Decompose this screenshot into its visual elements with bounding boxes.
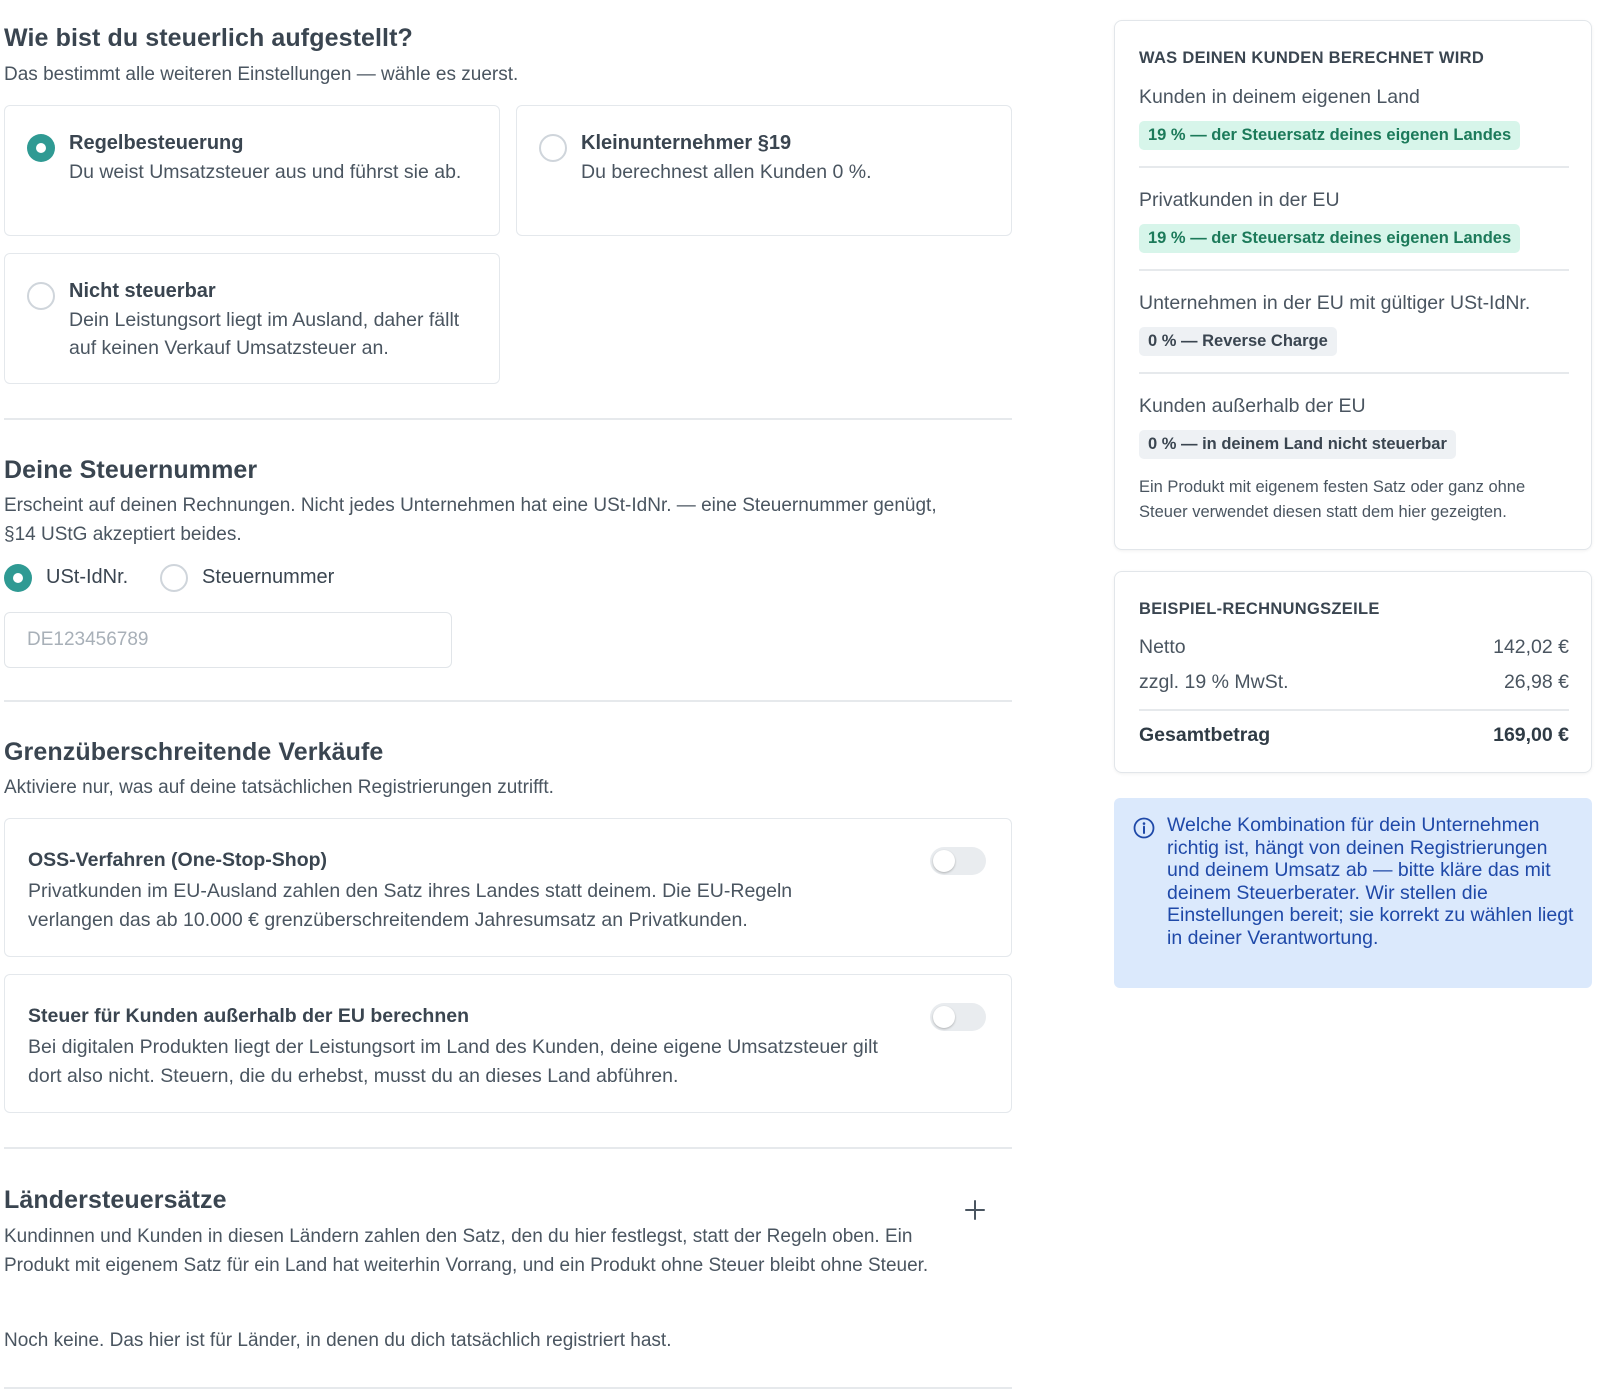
rule-label: Privatkunden in der EU	[1139, 189, 1340, 211]
radio-unselected[interactable]	[160, 564, 188, 592]
radio-label: Steuernummer	[202, 566, 335, 588]
rule-label: Kunden in deinem eigenen Land	[1139, 86, 1420, 108]
country-rates-empty: Noch keine. Das hier ist für Länder, in denen du dich tatsächlich registriert hast.	[4, 1330, 672, 1351]
cross-border-title: Grenzüberschreitende Verkäufe	[4, 738, 384, 766]
rule-label: Unternehmen in der EU mit gültiger USt-IdNr.	[1139, 292, 1531, 314]
oss-toggle[interactable]	[930, 847, 986, 875]
tax-number-title: Deine Steuernummer	[4, 456, 258, 484]
option-description: Du berechnest allen Kunden 0 %.	[581, 161, 872, 183]
option-title: Kleinunternehmer §19	[581, 132, 792, 154]
tax-number-type-steuernummer[interactable]	[160, 564, 360, 592]
tax-setup-subtitle: Das bestimmt alle weiteren Einstellungen — wähle es zuerst.	[4, 64, 519, 85]
option-title: Regelbesteuerung	[69, 132, 244, 154]
info-box	[1114, 798, 1592, 988]
radio-selected[interactable]	[27, 134, 55, 162]
toggle-description: Bei digitalen Produkten liegt der Leistungsort im Land des Kunden, deine eigene Umsatzsteuer gilt dort also nicht. Steuern, die du erhebst, musst du an dieses Land abführen.	[28, 1036, 878, 1087]
rate-badge: 0 % — Reverse Charge	[1139, 327, 1337, 356]
radio-unselected[interactable]	[27, 282, 55, 310]
invoice-total-label: Gesamtbetrag	[1139, 724, 1271, 746]
info-icon	[1133, 817, 1155, 839]
invoice-row-label: Netto	[1139, 636, 1186, 658]
non-eu-tax-toggle[interactable]	[930, 1003, 986, 1031]
tax-number-input[interactable]	[4, 612, 452, 668]
invoice-row-label: zzgl. 19 % MwSt.	[1139, 671, 1289, 693]
rate-badge: 19 % — der Steuersatz deines eigenen Landes	[1139, 121, 1520, 150]
section-divider	[4, 700, 1012, 702]
toggle-title: Steuer für Kunden außerhalb der EU berechnen	[28, 1005, 469, 1027]
rule-label: Kunden außerhalb der EU	[1139, 395, 1366, 417]
invoice-row	[1139, 636, 1569, 659]
option-description: Dein Leistungsort liegt im Ausland, daher fällt auf keinen Verkauf Umsatzsteuer an.	[69, 309, 460, 359]
section-divider	[4, 418, 1012, 420]
option-title: Nicht steuerbar	[69, 280, 216, 302]
tax-setup-title: Wie bist du steuerlich aufgestellt?	[4, 24, 413, 52]
rate-badge: 0 % — in deinem Land nicht steuerbar	[1139, 430, 1456, 459]
radio-selected[interactable]	[4, 564, 32, 592]
cross-border-subtitle: Aktiviere nur, was auf deine tatsächlichen Registrierungen zutrifft.	[4, 777, 554, 798]
radio-unselected[interactable]	[539, 134, 567, 162]
summary-note: Ein Produkt mit eigenem festen Satz oder ganz ohne Steuer verwendet diesen statt dem hier gezeigten.	[1139, 478, 1526, 521]
country-rates-title: Ländersteuersätze	[4, 1186, 227, 1214]
section-divider	[4, 1387, 1012, 1389]
invoice-example-panel	[1114, 571, 1592, 773]
toggle-title: OSS-Verfahren (One-Stop-Shop)	[28, 849, 328, 871]
customer-charges-panel	[1114, 20, 1592, 550]
panel-title: BEISPIEL-RECHNUNGSZEILE	[1139, 600, 1380, 618]
add-country-rate-button[interactable]	[960, 1196, 990, 1226]
rule-divider	[1139, 269, 1569, 271]
non-eu-tax-toggle-card	[4, 974, 1012, 1113]
tax-option-kleinunternehmer[interactable]	[516, 105, 1012, 236]
rate-badge: 19 % — der Steuersatz deines eigenen Landes	[1139, 224, 1520, 253]
invoice-divider	[1139, 709, 1569, 711]
tax-option-nicht-steuerbar[interactable]	[4, 253, 500, 384]
panel-title: WAS DEINEN KUNDEN BERECHNET WIRD	[1139, 49, 1485, 67]
toggle-description: Privatkunden im EU-Ausland zahlen den Satz ihres Landes statt deinem. Die EU-Regeln verlangen das ab 10.000 € grenzüberschreitendem Jahresumsatz an Privatkunden.	[28, 880, 793, 931]
info-text: Welche Kombination für dein Unternehmen richtig ist, hängt von deinen Registrierungen und deinem Umsatz ab — bitte kläre das mit deinem Steuerberater. Wir stellen die Einstellungen bereit; sie korrekt zu wählen liegt in deiner Verantwortung.	[1167, 814, 1574, 949]
tax-number-type-ustid[interactable]	[4, 564, 144, 592]
invoice-total-row	[1139, 724, 1569, 747]
radio-label: USt-IdNr.	[46, 566, 129, 588]
tax-option-regelbesteuerung[interactable]	[4, 105, 500, 236]
invoice-total-value: 169,00 €	[1493, 724, 1569, 746]
invoice-row-value: 26,98 €	[1503, 671, 1569, 693]
option-description: Du weist Umsatzsteuer aus und führst sie ab.	[69, 161, 462, 183]
country-rates-subtitle: Kundinnen und Kunden in diesen Ländern zahlen den Satz, den du hier festlegst, statt der Regeln oben. Ein Produkt mit eigenem Satz für ein Land hat weiterhin Vorrang, und ein Produkt ohne Steuer bleibt ohne Steuer.	[4, 1226, 929, 1276]
rule-divider	[1139, 166, 1569, 168]
invoice-row	[1139, 671, 1569, 694]
tax-number-subtitle: Erscheint auf deinen Rechnungen. Nicht jedes Unternehmen hat eine USt-IdNr. — eine Steuernummer genügt, §14 UStG akzeptiert beides.	[4, 495, 937, 545]
rule-divider	[1139, 372, 1569, 374]
invoice-row-value: 142,02 €	[1493, 636, 1569, 658]
plus-icon	[964, 1199, 986, 1221]
oss-toggle-card	[4, 818, 1012, 957]
section-divider	[4, 1147, 1012, 1149]
